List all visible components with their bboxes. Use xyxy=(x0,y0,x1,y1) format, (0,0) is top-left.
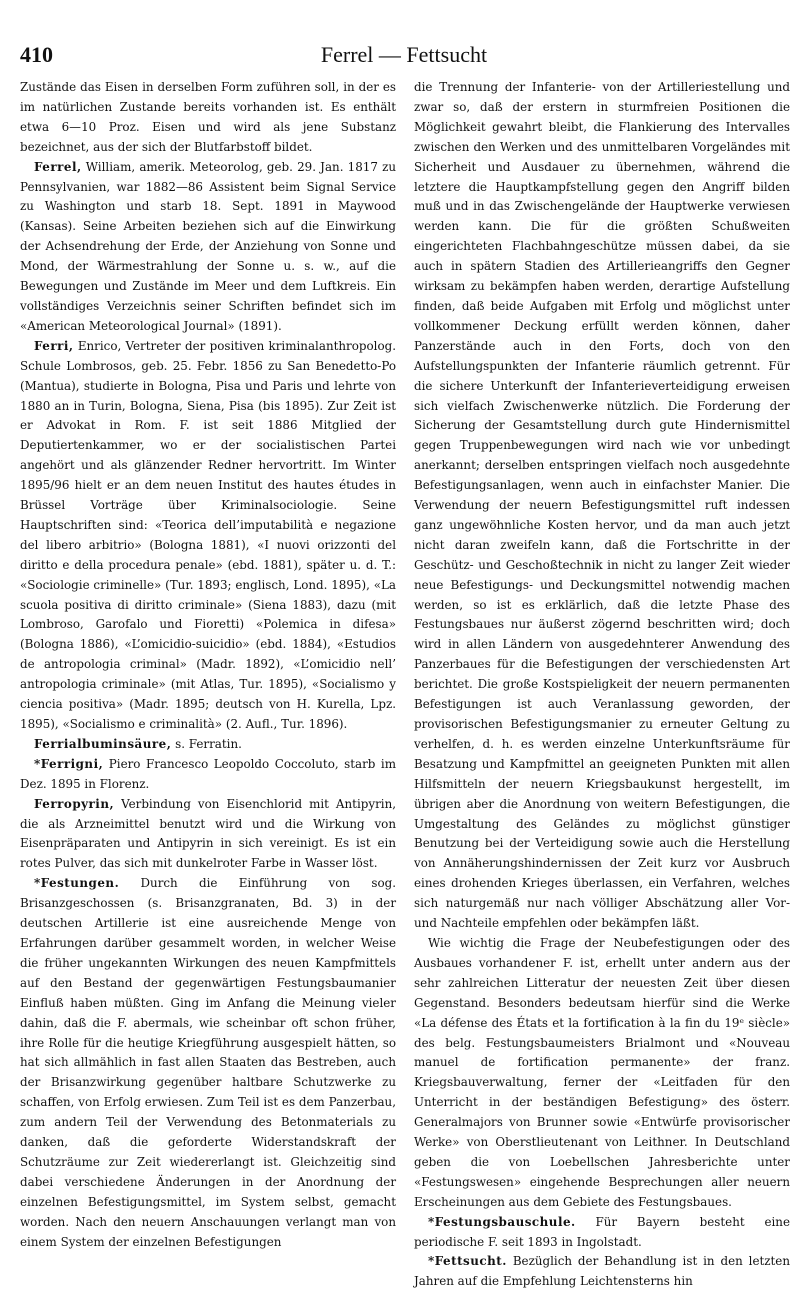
dictionary-entry xyxy=(414,1213,790,1253)
entry-headword: *Festungen. xyxy=(34,876,120,891)
entry-text: William, amerik. Meteorolog, geb. 29. Jan. 1817 zu Pennsylvanien, war 1882—86 Assistent beim Signal Service zu Washington und starb 18. Sept. 1891 in Maywood (Kansas). Seine Arbeiten beziehen sich auf die Einwirkung der Achsendrehung der Erde, der Anziehung von Sonne und Mond, der Wärmestrahlung der Sonne u. s. w., auf die Bewegungen und Zustände im Meer und dem Luftkreis. Ein vollständiges Verzeichnis seiner Schriften befindet sich im «American Meteorological Journal» (1891). xyxy=(20,159,396,333)
entry-headword: Ferropyrin, xyxy=(34,796,115,811)
running-head: Ferrel — Fettsucht xyxy=(320,42,488,67)
right-column xyxy=(408,78,790,1301)
text-columns xyxy=(20,78,790,1301)
entry-text: s. Ferratin. xyxy=(175,736,242,751)
entry-headword: Ferri, xyxy=(34,338,74,353)
dictionary-entry xyxy=(20,78,396,158)
entry-text: Piero Francesco Leopoldo Coccoluto, starb im Dez. 1895 in Florenz. xyxy=(20,756,396,791)
dictionary-entry xyxy=(20,337,396,735)
entry-headword: *Ferrigni, xyxy=(34,756,104,771)
dictionary-entry xyxy=(20,735,396,755)
entry-headword: Ferrialbuminsäure, xyxy=(34,736,172,751)
entry-text: Durch die Einführung von sog. Brisanzgeschossen (s. Brisanzgranaten, Bd. 3) in der deutschen Artillerie ist eine ausreichende Menge von Erfahrungen darüber gesammelt worden, in welcher Weise die früher ungekannten Wirkungen des neuen Kampfmittels auf den Bestand der gegenwärtigen Festungsbaumanier Einfluß haben müßten. Ging im Anfang die Meinung vieler dahin, daß die F. abermals, wie scheinbar oft schon früher, ihre Rolle für die heutige Kriegführung ausgespielt hätten, so hat sich allmählich in fast allen Staaten das Bestreben, auch der Brisanzwirkung gegenüber haltbare Schutzwerke zu schaffen, von Erfolg erwiesen. Zum Teil ist es dem Panzerbau, zum andern Teil der Verwendung des Betonmaterials zu danken, daß die geforderte Widerstandskraft der Schutzräume zur Zeit wiedererlangt ist. Gleichzeitig sind dabei verschiedene Änderungen in der Anordnung der einzelnen Befestigungsmittel, im System selbst, gemacht worden. Nach den neuern Anschauungen verlangt man von einem System der einzelnen Befestigungen xyxy=(20,876,396,1249)
dictionary-entry xyxy=(20,795,396,875)
page-number: 410 xyxy=(20,42,53,67)
entry-text: Enrico, Vertreter der positiven kriminalanthropolog. Schule Lombrosos, geb. 25. Febr. 1856 zu San Benedetto-Po (Mantua), studierte in Bologna, Pisa und Paris und lehrte von 1880 an in Turin, Bologna, Siena, Pisa (bis 1895). Zur Zeit ist er Advokat in Rom. F. ist seit 1886 Mitglied der Deputiertenkammer, wo er der socialistischen Partei angehört und als glänzender Redner hervortritt. Im Winter 1895/96 hielt er an dem neuen Institut des hautes études in Brüssel Vorträge über Kriminalsociologie. Seine Hauptschriften sind: «Teorica dell’imputabilità e negazione del libero arbitrio» (Bologna 1881), «I nuovi orizzonti del diritto e della procedura penale» (ebd. 1881), später u. d. T.: «Sociologie criminelle» (Tur. 1893; englisch, Lond. 1895), «La scuola positiva di diritto criminale» (Siena 1883), dazu (mit Lombroso, Garofalo und Fioretti) «Polemica in difesa» (Bologna 1886), «L’omicidio-suicidio» (ebd. 1884), «Estudios de antropologia criminal» (Madr. 1892), «L’omicidio nell’ antropologia criminale» (mit Atlas, Tur. 1895), «Socialismo y ciencia positiva» (Madr. 1895; deutsch von H. Kurella, Lpz. 1895), «Socialismo e criminalità» (2. Aufl., Tur. 1896). xyxy=(20,338,397,731)
dictionary-entry xyxy=(20,755,396,795)
entry-text: Zustände das Eisen in derselben Form zuführen soll, in der es im natürlichen Zustande bereits vorhanden ist. Es enthält etwa 6—10 Proz. Eisen und wird als jene Substanz bezeichnet, aus der sich der Blutfarbstoff bildet. xyxy=(20,80,396,154)
dictionary-entry xyxy=(414,934,790,1213)
entry-headword: Ferrel, xyxy=(34,159,82,174)
entry-headword: *Fettsucht. xyxy=(428,1254,507,1269)
dictionary-entry xyxy=(20,158,396,337)
dictionary-entry xyxy=(414,1252,790,1292)
entry-text: die Trennung der Infanterie- von der Artilleriestellung und zwar so, daß der erstern in sturmfreien Positionen die Möglichkeit gewahrt bleibt, die Flankierung des Intervalles zwischen den Werken und des unmittelbaren Vorgeländes mit Sicherheit und Ausdauer zu übernehmen, während die letztere die Hauptkampfstellung gegen den Angriff bilden muß und in das Zwischengelände der Hauptwerke verwiesen werden kann. Die für die größten Schußweiten eingerichteten Flachbahngeschütze müssen dabei, da sie auch in spätern Stadien des Artillerieangriffs den Gegner wirksam zu bekämpfen haben werden, derartige Aufstellung finden, daß beide Aufgaben mit Erfolg und möglichst unter vollkommener Deckung erfüllt werden können, daher Panzerstände auch in den Forts, doch von den Aufstellungspunkten der Infanterie räumlich getrennt. Für die sichere Unterkunft der Infanterieverteidigung erweisen sich vielfach Zwischenwerke nützlich. Die Forderung der Sicherung der Gesamtstellung durch gute Hindernismittel gegen Truppenbewegungen wird nach wie vor unbedingt anerkannt; derselben entspringen vielfach noch ausgedehnte Befestigungsanlagen, wenn auch in einfachster Manier. Die Verwendung der neuern Befestigungsmittel ruft indessen ganz ungewöhnliche Kosten hervor, und da man auch jetzt nicht daran zweifeln kann, daß die Fortschritte in der Geschütz- und Geschoßtechnik in nicht zu langer Zeit wieder neue Befestigungs- und Deckungsmittel notwendig machen werden, so ist es erklärlich, daß die letzte Phase des Festungsbaues nur äußerst zögernd beschritten wird; doch wird in allen Ländern von ausgedehnterer Anwendung des Panzerbaues für die Befestigungen der verschiedensten Art berichtet. Die große Kostspieligkeit der neuern permanenten Befestigungen ist auch Veranlassung geworden, der provisorischen Befestigungsmanier zu erneuter Geltung zu verhelfen, d. h. es werden einzelne Unterkunftsräume für Besatzung und Kampfmittel an geeigneten Punkten mit allen Hilfsmitteln der neuern Kriegsbaukunst hergestellt, im übrigen aber die Anordnung von weitern Befestigungen, die Umgestaltung des Geländes zu möglichst günstiger Benutzung bei der Verteidigung sowie auch die Herstellung von Annäherungshindernissen der Zeit kurz vor Ausbruch eines drohenden Krieges überlassen, ein Verfahren, welches sich naturgemäß nur nach völliger Abschätzung aller Vor- und Nachteile empfehlen oder bekämpfen läßt. xyxy=(414,80,790,931)
entry-text: Verbindung von Eisenchlorid mit Antipyrin, die als Arzneimittel benutzt wird und die Wirkung von Eisenpräparaten und Antipyrin in sich vereinigt. Es ist ein rotes Pulver, das sich mit dunkelroter Farbe in Wasser löst. xyxy=(20,796,397,871)
dictionary-entry xyxy=(414,78,790,934)
left-column xyxy=(20,78,408,1301)
entry-text: Bezüglich der Behandlung ist in den letzten Jahren auf die Empfehlung Leichtensterns hin xyxy=(414,1254,790,1289)
entry-text: Für Bayern besteht eine periodische F. seit 1893 in Ingolstadt. xyxy=(414,1214,790,1249)
entry-text: Wie wichtig die Frage der Neubefestigungen oder des Ausbaues vorhandener F. ist, erhellt unter andern aus der sehr zahlreichen Litteratur der neuesten Zeit über diesen Gegenstand. Besonders bedeutsam hierfür sind die Werke «La défense des États et la fortification à la fin du 19ᵉ siècle» des belg. Festungsbaumeisters Brialmont und «Nouveau manuel de fortification permanente» der franz. Kriegsbauverwaltung, ferner der «Leitfaden für den Unterricht in der beständigen Befestigung» des österr. Generalmajors von Brunner sowie «Entwürfe provisorischer Werke» von Oberstlieutenant von Leithner. In Deutschland geben die von Loebellschen Jahresberichte unter «Festungswesen» eingehende Besprechungen aller neuern Erscheinungen aus dem Gebiete des Festungsbaues. xyxy=(414,935,790,1209)
page-header xyxy=(20,42,788,72)
entry-headword: *Festungsbauschule. xyxy=(428,1214,576,1229)
dictionary-entry xyxy=(20,874,396,1252)
